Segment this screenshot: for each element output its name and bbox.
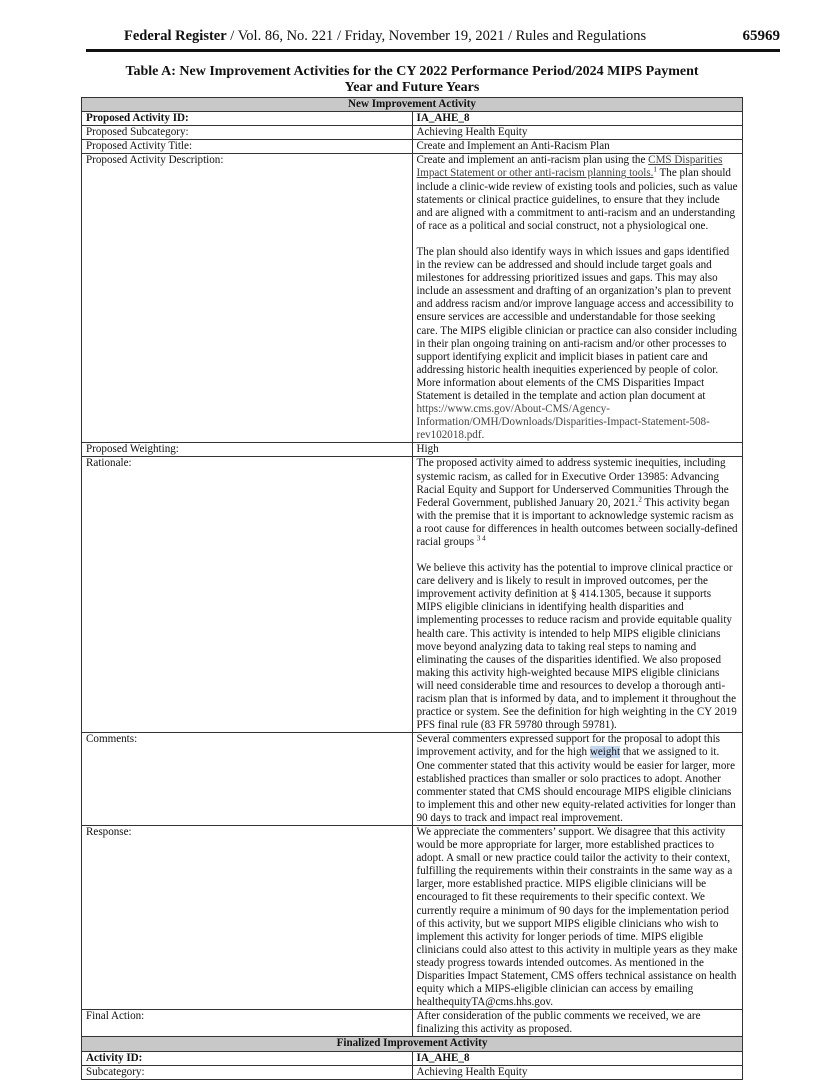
paragraph-text: The proposed activity aimed to address systemic inequities, including systemic racism, as called for in Executive Order 13985: Advancing Racial Equity and Support for Underserved Communities Through the Federal Government, published January 20, 2021. bbox=[416, 457, 729, 509]
page-number: 65969 bbox=[742, 28, 780, 44]
table-title bbox=[82, 64, 742, 96]
publication-date: Friday, November 19, 2021 bbox=[344, 28, 505, 44]
paragraph-text: The plan should include a clinic-wide review of existing tools and policies, such as value statements or clinical practice guidelines, to ensure that they include and are aligned with a commitment to anti-racism and an understanding of race as a political and social construct, not a physiological one. bbox=[416, 167, 738, 232]
paragraph-text: Several commenters expressed support for the proposal to adopt this improvement activity, and for the high bbox=[416, 733, 720, 759]
row-label: Comments: bbox=[82, 733, 413, 826]
paragraph-text: that we assigned to it. One commenter stated that this activity would be easier for larger, more established practices than smaller or solo practices to adopt. Another commenter stated that CMS should encourage MIPS eligible clinicians to implement this and other new equity-related activities for longer than 90 days to track and impact real improvement. bbox=[416, 746, 736, 824]
band-label: Finalized Improvement Activity bbox=[82, 1037, 743, 1051]
document-url: https://www.cms.gov/About-CMS/Agency-Information/OMH/Downloads/Disparities-Impact-Statement-508-rev102018.pdf. bbox=[416, 403, 710, 442]
row-value bbox=[412, 457, 743, 733]
row-value: Create and Implement an Anti-Racism Plan bbox=[412, 140, 743, 154]
row-label: Final Action: bbox=[82, 1010, 413, 1037]
row-label: Subcategory: bbox=[82, 1065, 413, 1079]
footnote-ref: 3 4 bbox=[476, 534, 486, 543]
footnote-ref: 1 bbox=[653, 165, 657, 174]
row-value: High bbox=[412, 443, 743, 457]
highlighted-word: weight bbox=[589, 746, 621, 759]
rationale-paragraph-2: We believe this activity has the potential to improve clinical practice or care delivery and is likely to result in improved outcomes, per the improvement activity definition at § 414.1305, because it supports MIPS eligible clinicians in identifying health disparities and implementing processes to reduce racism and provide equitable quality health care. This activity is intended to help MIPS eligible clinicians move beyond analyzing data to taking real steps to naming and eliminating the causes of the disparities identified. We also proposed making this activity high-weighted because MIPS eligible clinicians will need considerable time and resources to develop a thorough anti-racism plan that is informed by data, and to implement it throughout the practice or system. See the definition for high weighting in the CY 2019 PFS final rule (83 FR 59780 through 59781). bbox=[416, 562, 737, 732]
section-band-new bbox=[82, 98, 743, 112]
section-band-finalized bbox=[82, 1037, 743, 1051]
paragraph-text: Create and implement an anti-racism plan using the bbox=[416, 154, 649, 167]
row-label: Response: bbox=[82, 825, 413, 1009]
table-title-line-1: Table A: New Improvement Activities for the CY 2022 Performance Period/2024 MIPS Payment bbox=[125, 64, 699, 79]
table-row bbox=[82, 733, 743, 826]
description-paragraph-2 bbox=[417, 246, 739, 442]
disparities-impact-statement-link[interactable]: CMS Disparities Impact Statement or other anti-racism planning tools. bbox=[416, 154, 723, 180]
table-row bbox=[82, 1051, 743, 1065]
table-row bbox=[82, 112, 743, 126]
row-value bbox=[412, 733, 743, 826]
improvement-activity-table bbox=[81, 97, 743, 1080]
row-value: IA_AHE_8 bbox=[412, 1051, 743, 1065]
row-label: Proposed Weighting: bbox=[82, 443, 413, 457]
row-label: Proposed Activity Description: bbox=[82, 154, 413, 443]
running-header bbox=[86, 28, 780, 50]
rationale-paragraph-1 bbox=[417, 457, 739, 549]
table-row bbox=[82, 140, 743, 154]
table-row bbox=[82, 1065, 743, 1079]
row-value: IA_AHE_8 bbox=[412, 112, 743, 126]
paragraph-text: The plan should also identify ways in which issues and gaps identified in the review can be addressed and should include target goals and milestones for addressing prioritized issues and gaps. This may also include an assessment and drafting of an organization’s plan to prevent and address racism and/or improve language access and accessibility to ensure services are accessible and understandable for those seeking care. The MIPS eligible clinician or practice can also consider including in their plan ongoing training on anti-racism and/or other processes to support identifying explicit and implicit biases in patient care and addressing historic health inequities experienced by people of color. More information about elements of the CMS Disparities Impact Statement is detailed in the template and action plan document at bbox=[416, 245, 737, 402]
table-title-line-2: Year and Future Years bbox=[344, 80, 480, 95]
table-row bbox=[82, 457, 743, 733]
table-row bbox=[82, 1010, 743, 1037]
row-value: We appreciate the commenters’ support. We disagree that this activity would be more appropriate for larger, more established practices to adopt. A small or new practice could tailor the activity to their context, fulfilling the requirements within their constraints in the same way as a larger, more established practice. MIPS eligible clinicians will be encouraged to fit these requirements to their specific context. We currently require a minimum of 90 days for the implementation period of this activity, but we support MIPS eligible clinicians who wish to implement this activity for longer periods of time. MIPS eligible clinicians could also attest to this activity in multiple years as they make steady progress towards intended outcomes. As mentioned in the Disparities Impact Statement, CMS offers technical assistance on health equity which a MIPS-eligible clinician can access by emailing healthequityTA@cms.hhs.gov. bbox=[412, 825, 743, 1009]
header-rule bbox=[86, 49, 780, 52]
table-row bbox=[82, 154, 743, 443]
row-value: Achieving Health Equity bbox=[412, 126, 743, 140]
row-value: After consideration of the public comments we received, we are finalizing this activity as proposed. bbox=[412, 1010, 743, 1037]
header-separator: / bbox=[333, 28, 345, 44]
description-paragraph-1 bbox=[417, 154, 739, 233]
paragraph-text: This activity began with the premise that it is important to acknowledge systemic racism as a root cause for differences in health outcomes between socially-defined racial groups bbox=[416, 496, 738, 548]
table-row bbox=[82, 126, 743, 140]
row-value bbox=[412, 154, 743, 443]
band-label: New Improvement Activity bbox=[82, 98, 743, 112]
volume-issue: Vol. 86, No. 221 bbox=[237, 28, 334, 44]
row-label: Activity ID: bbox=[82, 1051, 413, 1065]
row-label: Rationale: bbox=[82, 457, 413, 733]
row-label: Proposed Activity Title: bbox=[82, 140, 413, 154]
row-label: Proposed Activity ID: bbox=[82, 112, 413, 126]
footnote-ref: 2 bbox=[638, 495, 642, 504]
table-row bbox=[82, 825, 743, 1009]
header-citation bbox=[124, 28, 646, 45]
header-separator: / bbox=[504, 28, 516, 44]
journal-name: Federal Register bbox=[124, 28, 227, 44]
row-label: Proposed Subcategory: bbox=[82, 126, 413, 140]
header-separator: / bbox=[226, 28, 238, 44]
table-row bbox=[82, 443, 743, 457]
section-name: Rules and Regulations bbox=[515, 28, 647, 44]
row-value: Achieving Health Equity bbox=[412, 1065, 743, 1079]
